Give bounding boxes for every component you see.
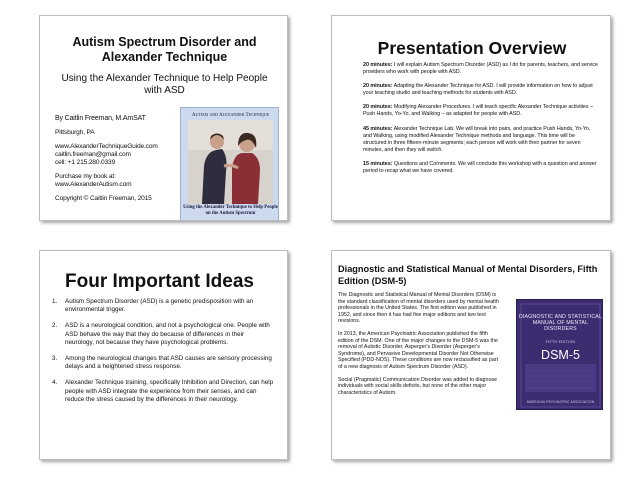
dsm-cover-title: DIAGNOSTIC AND STATISTICAL MANUAL OF MENTAL DISORDERS [518,314,603,333]
agenda-time: 15 minutes: [363,160,393,167]
agenda-item [363,161,599,175]
overview-heading: Presentation Overview [377,38,567,58]
dsm-heading: Diagnostic and Statistical Manual of Mental Disorders, Fifth Edition (DSM-5) [338,264,598,286]
author-name: By Caitlin Freeman, M.AmSAT [55,115,146,122]
website-link[interactable]: www.AlexanderTechniqueGuide.com [55,143,158,150]
email-link[interactable]: caitlin.freeman@gmail.com [55,151,131,158]
list-number: 1. [52,298,58,305]
purchase-label: Purchase my book at: [55,173,116,180]
agenda-text: I will explain Autism Spectrum Disorder (ASD) as I do for parents, teachers, and service providers who work with people with ASD. [363,62,598,76]
slide-overview[interactable] [331,15,611,221]
list-text: ASD is a neurological condition, and not a psychological one. People with ASD behave the way that they do because of differences in their neurology, not because they have psychological problems. [65,322,270,346]
ideas-list [52,298,274,412]
agenda-time: 20 minutes: [363,83,393,90]
list-number: 3. [52,355,58,363]
list-text: Among the neurological changes that ASD causes are sensory processing delays and a heightened stress response. [65,355,272,371]
agenda-time: 20 minutes: [363,62,393,68]
list-item [52,322,274,347]
purchase-link[interactable]: www.AlexanderAutism.com [55,181,132,188]
agenda-item [363,83,599,97]
slide-dsm5[interactable] [331,250,611,460]
agenda-text: Adapting the Alexander Technique for ASD. I will provide information on how to adjust your teaching studio and teaching methods for students with ASD. [363,83,593,97]
dsm-body [338,292,502,402]
dsm-paragraph: In 2013, the American Psychiatric Association published the fifth edition of the DSM. One of the major changes to the DSM-5 was the removal of Autistic Disorder, Asperger's Disorder (Asperger's Syndrome), and Pervasive Developmental Disorder Not Otherwise Specified (PDD-NOS). These conditions are now reclassified as part of a new diagnosis of Autism Spectrum Disorder (ASD). [338,330,499,370]
agenda-text: Modifying Alexander Procedures. I will teach specific Alexander Technique activities – Push Hands, Yo-Yo, and Walking – as adapted for people with ASD. [363,104,593,118]
dsm5-cover-image [516,299,603,410]
slide-title-heading: Autism Spectrum Disorder and Alexander Technique [72,35,257,64]
copyright-text: Copyright © Caitlin Freeman, 2015 [55,195,152,202]
book-cover-photo [188,120,273,204]
list-item [52,379,274,404]
author-info [55,115,180,203]
dsm-cover-logo: DSM-5 [541,348,580,362]
slide-title[interactable] [39,15,288,221]
agenda-item [363,126,599,154]
agenda-text: Questions and Comments. We will conclude this workshop with a question and answer period to recap what we have covered. [363,160,597,175]
agenda-item [363,62,599,76]
book-cover-image [180,107,279,221]
author-location: Pittsburgh, PA [55,129,95,136]
slide-four-ideas[interactable] [39,250,288,460]
slide-subtitle: Using the Alexander Technique to Help People with ASD [61,73,268,96]
list-item [52,298,274,314]
agenda-text: Alexander Technique Lab. We will break into pairs, and practice Push Hands, Yo-Yo, and Walking, using modified Alexander Technique methods and language. This time will be structured in three fifteen-minute segments; each person will work with their partner for seven minutes, and then they will switch. [363,125,591,153]
list-number: 2. [52,322,58,330]
agenda-item [363,104,599,118]
dsm-cover-publisher: AMERICAN PSYCHIATRIC ASSOCIATION [526,400,595,404]
book-cover-title: Autism and Alexander Technique [191,112,270,118]
list-number: 4. [52,379,58,387]
book-cover-subtitle: Using the Alexander Technique to Help People on the Autism Spectrum [183,205,278,216]
agenda-time: 20 minutes: [363,104,393,111]
ideas-heading: Four Important Ideas [65,271,254,292]
list-text: Alexander Technique training, specifically Inhibition and Direction, can help people with ASD integrate the experience from their senses, and can reduce the stress caused by the differences in their neurology. [65,379,274,403]
list-item [52,355,274,371]
book-photo-art [188,120,273,204]
dsm-paragraph: Social (Pragmatic) Communication Disorder was added to diagnose individuals with social skills deficits, but none of the other major characteristics of Autism. [338,376,497,396]
phone-number: cell: +1 215.280.0339 [55,159,116,166]
dsm-paragraph: The Diagnostic and Statistical Manual of Mental Disorders (DSM) is the standard classification of mental disorders used by mental health professionals in the United States. The first edition was published in 1952, and since then it has had five major editions and two text revisions. [338,292,499,325]
list-text: Autism Spectrum Disorder (ASD) is a genetic predisposition with an environmental trigger. [65,298,254,314]
dsm-cover-edition: FIFTH EDITION [545,340,576,344]
overview-agenda [363,62,599,182]
agenda-time: 45 minutes: [363,125,393,132]
